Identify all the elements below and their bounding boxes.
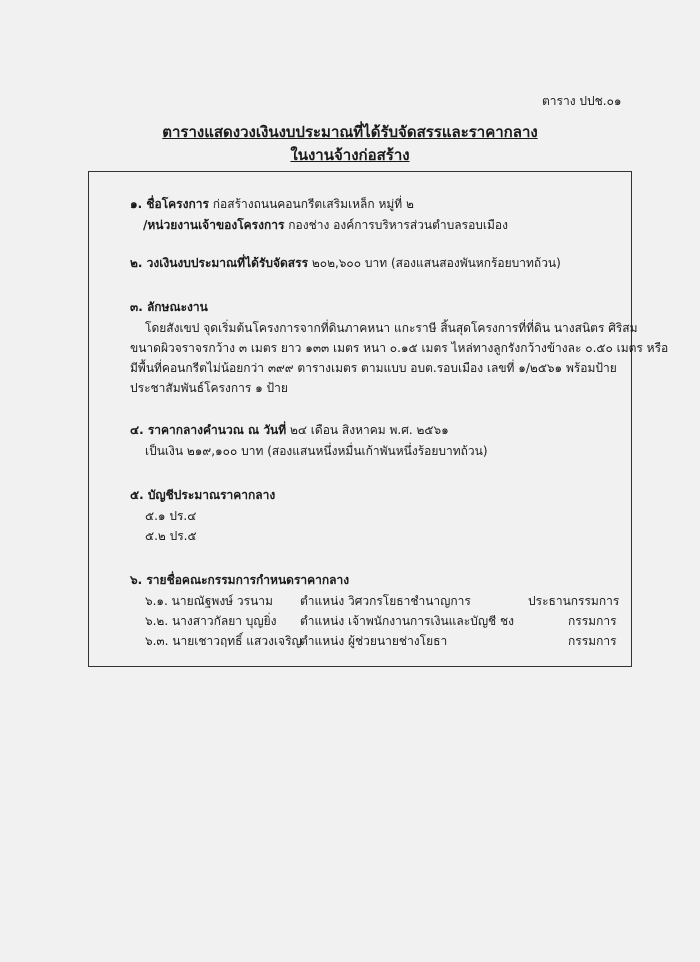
section-2 [130,254,561,273]
member-position: เจ้าพนักงานการเงินและบัญชี ชง [348,614,515,628]
project-name-value: ก่อสร้างถนนคอนกรีตเสริมเหล็ก หมู่ที่ ๒ [212,197,414,211]
member-position: วิศวกรโยธาชำนาญการ [348,594,471,608]
estimate-item: ๕.๑ ปร.๔ [145,509,197,523]
member-role: กรรมการ [568,614,617,628]
median-price-amount: เป็นเงิน ๒๑๙,๑๐๐ บาท (สองแสนหนึ่งหมื่นเก้าพันหนึ่งร้อยบาทถ้วน) [145,444,488,458]
member-role: กรรมการ [568,634,617,648]
estimate-list-label: ๕. บัญชีประมาณราคากลาง [130,488,276,502]
section-1-agency [143,216,508,235]
project-name-label: ๑. ชื่อโครงการ [130,197,209,211]
estimate-item: ๕.๒ ปร.๕ [145,529,197,543]
work-description-line-1: โดยสังเขป จุดเริ่มต้นโครงการจากที่ดินภาคหนา แกะราษี สิ้นสุดโครงการที่ที่ดิน นางสนิตร ศิริสม [145,321,638,335]
member-position: ผู้ช่วยนายช่างโยธา [348,634,448,648]
agency-value: กองช่าง องค์การบริหารส่วนตำบลรอบเมือง [288,218,508,232]
budget-label: ๒. วงเงินงบประมาณที่ได้รับจัดสรร [130,256,309,270]
work-description-line-2: ขนาดผิวจราจรกว้าง ๓ เมตร ยาว ๑๓๓ เมตร หนา ๐.๑๕ เมตร ไหล่ทางลูกรังกว้างข้างละ ๐.๕๐ เมตร หรือ [130,341,669,355]
work-description-line-3: มีพื้นที่คอนกรีตไม่น้อยกว่า ๓๙๙ ตารางเมตร ตามแบบ อบต.รอบเมือง เลขที่ ๑/๒๕๖๑ พร้อมป้าย [130,361,617,375]
form-code: ตาราง ปปช.๐๑ [542,94,622,108]
member-name: ๖.๒. นางสาวกัลยา บุญยิ่ง [145,614,277,628]
member-position-label: ตำแหน่ง [300,634,345,648]
member-name: ๖.๑. นายณัฐพงษ์ วรนาม [145,594,273,608]
median-price-label: ๔. ราคากลางคำนวณ ณ วันที่ [130,423,287,437]
budget-value: ๒๐๒,๖๐๐ บาท (สองแสนสองพันหกร้อยบาทถ้วน) [311,256,561,270]
member-name: ๖.๓. นายเชาวฤทธิ์ แสวงเจริญ [145,634,302,648]
agency-label: /หน่วยงานเจ้าของโครงการ [143,218,285,232]
document-subtitle: ในงานจ้างก่อสร้าง [290,146,410,164]
work-description-label: ๓. ลักษณะงาน [130,300,208,314]
section-1 [130,195,414,214]
section-4 [130,421,449,440]
committee-label: ๖. รายชื่อคณะกรรมการกำหนดราคากลาง [130,573,350,587]
member-role: ประธานกรรมการ [528,594,620,608]
median-price-date: ๒๔ เดือน สิงหาคม พ.ศ. ๒๕๖๑ [290,423,449,437]
document-title: ตารางแสดงวงเงินงบประมาณที่ได้รับจัดสรรและราคากลาง [162,123,538,141]
member-position-label: ตำแหน่ง [300,594,345,608]
work-description-line-4: ประชาสัมพันธ์โครงการ ๑ ป้าย [130,381,288,395]
member-position-label: ตำแหน่ง [300,614,345,628]
